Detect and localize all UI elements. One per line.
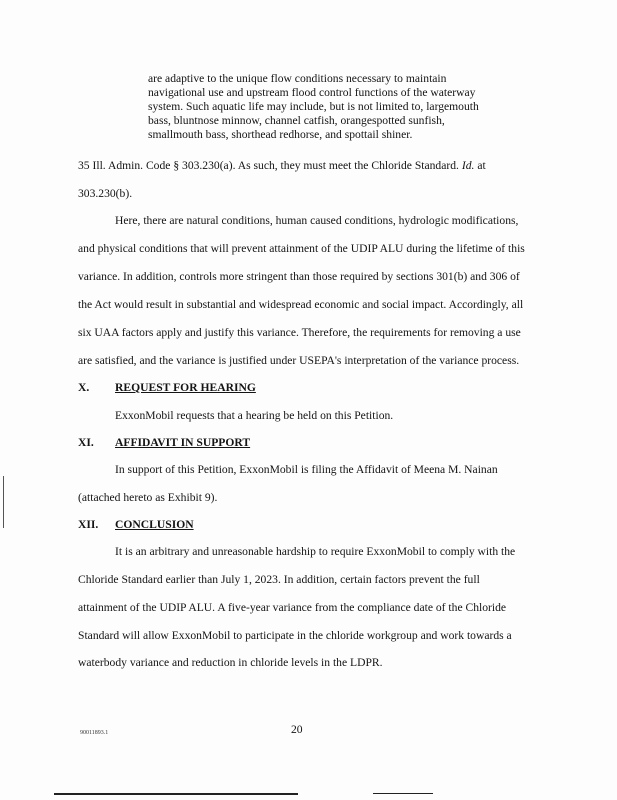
section-title: AFFIDAVIT IN SUPPORT <box>115 436 251 449</box>
paragraph-line: are satisfied, and the variance is justified under USEPA's interpretation of the variance process. <box>78 354 520 367</box>
section-body-line: Standard will allow ExxonMobil to participate in the chloride workgroup and work towards a <box>78 629 512 642</box>
blockquote-line: are adaptive to the unique flow conditions necessary to maintain <box>148 72 447 85</box>
page-number: 20 <box>291 723 303 736</box>
section-body-line: ExxonMobil requests that a hearing be held on this Petition. <box>115 409 394 422</box>
blockquote-line: bass, bluntnose minnow, channel catfish, orangespotted sunfish, <box>148 114 445 127</box>
section-title: REQUEST FOR HEARING <box>115 381 256 394</box>
scan-bottom-line <box>54 793 298 795</box>
section-number: XI. <box>78 436 94 449</box>
citation-text: 35 Ill. Admin. Code § 303.230(a). As such, they must meet the Chloride Standard. <box>78 159 459 172</box>
footer-doc-id: 90011893.1 <box>80 730 109 736</box>
section-body-line: (attached hereto as Exhibit 9). <box>78 491 218 504</box>
blockquote-line: system. Such aquatic life may include, but is not limited to, largemouth <box>148 100 479 113</box>
section-body-line: In support of this Petition, ExxonMobil is filing the Affidavit of Meena M. Nainan <box>115 463 498 476</box>
paragraph-line: Here, there are natural conditions, human caused conditions, hydrologic modifications, <box>115 214 519 227</box>
section-body-line: attainment of the UDIP ALU. A five-year variance from the compliance date of the Chloride <box>78 601 507 614</box>
section-number: X. <box>78 381 90 394</box>
scan-edge-mark <box>3 476 4 528</box>
section-body-line: Chloride Standard earlier than July 1, 2023. In addition, certain factors prevent the full <box>78 573 480 586</box>
section-number: XII. <box>78 518 99 531</box>
blockquote-line: smallmouth bass, shorthead redhorse, and spottail shiner. <box>148 128 413 141</box>
section-body-line: waterbody variance and reduction in chloride levels in the LDPR. <box>78 656 383 669</box>
paragraph-line: and physical conditions that will prevent attainment of the UDIP ALU during the lifetime of this <box>78 242 525 255</box>
citation-line <box>78 159 486 173</box>
scan-bottom-line <box>373 793 433 794</box>
paragraph-line: the Act would result in substantial and widespread economic and social impact. Accordingly, all <box>78 298 524 311</box>
citation-id: Id. <box>461 159 475 172</box>
paragraph-line: six UAA factors apply and justify this variance. Therefore, the requirements for removing a use <box>78 326 521 339</box>
citation-at: at <box>477 159 486 172</box>
section-title: CONCLUSION <box>115 518 194 531</box>
paragraph-line: variance. In addition, controls more stringent than those required by sections 301(b) and 306 of <box>78 270 520 283</box>
section-body-line: It is an arbitrary and unreasonable hardship to require ExxonMobil to comply with the <box>115 545 516 558</box>
citation-line: 303.230(b). <box>78 187 133 200</box>
blockquote-line: navigational use and upstream flood control functions of the waterway <box>148 86 476 99</box>
